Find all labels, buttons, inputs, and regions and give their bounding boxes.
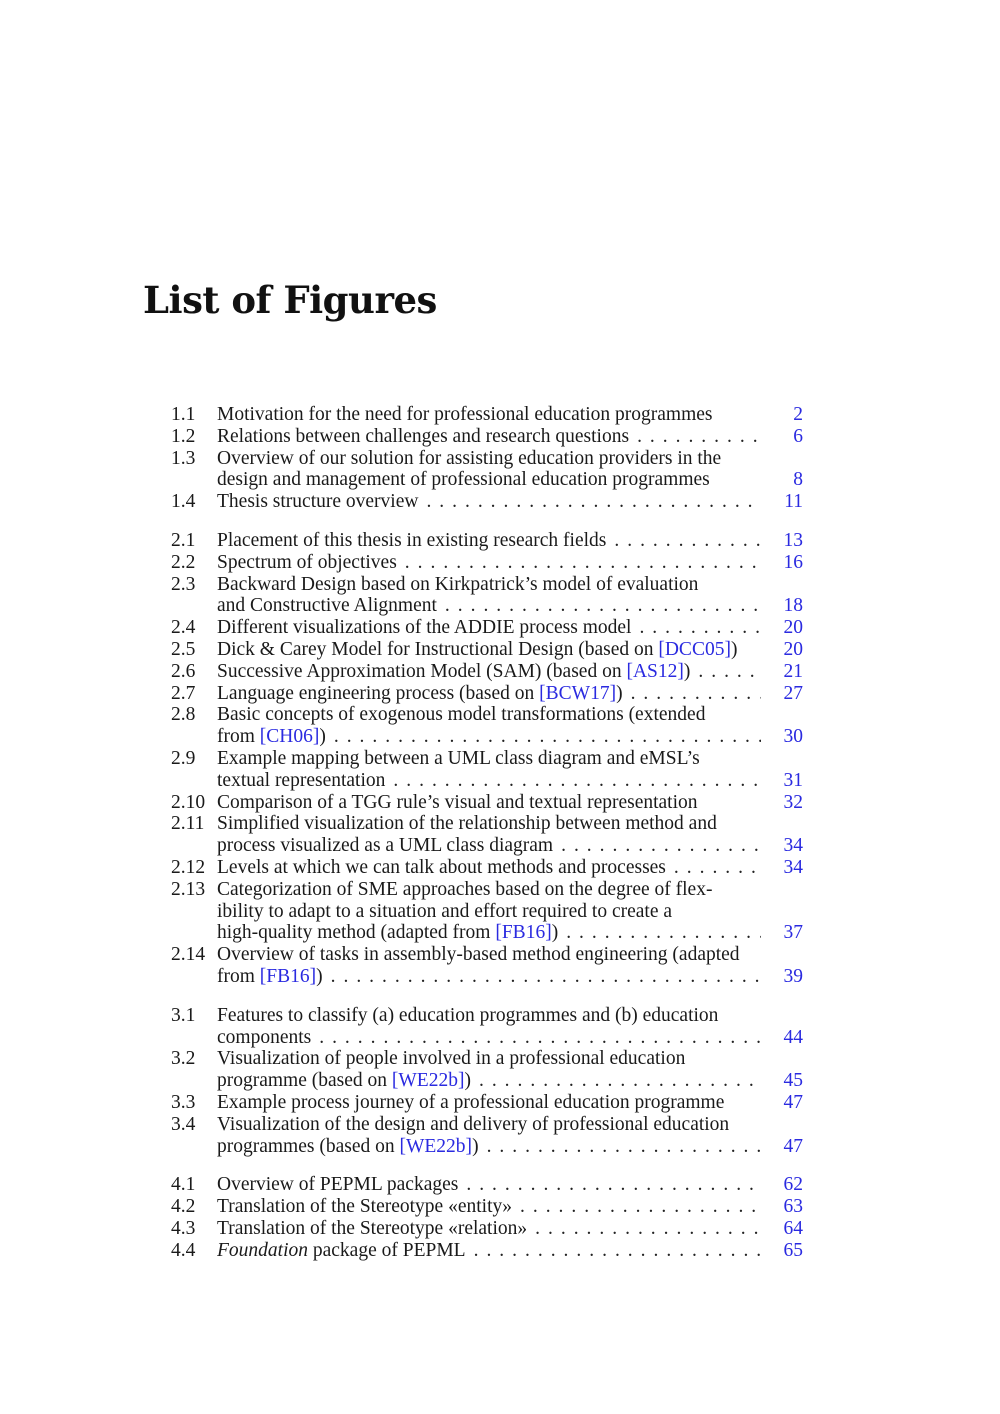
caption-text [217,448,721,470]
caption-line [217,726,803,748]
page-number-link[interactable]: 11 [784,491,803,513]
text-segment: Different visualizations of the ADDIE process model [217,617,632,639]
text-segment: Thesis structure overview [217,491,419,513]
caption-line [217,901,803,923]
caption-line [217,639,803,661]
text-segment: Levels at which we can talk about methods and processes [217,856,666,878]
figure-entry[interactable] [171,491,803,513]
figure-entry[interactable] [171,879,803,944]
figure-entry[interactable] [171,552,803,574]
text-segment: from [217,965,260,987]
figure-caption [217,857,803,879]
caption-line [217,661,803,683]
figure-caption [217,530,803,552]
caption-line [217,792,803,814]
figure-caption [217,491,803,513]
figure-entry[interactable] [171,944,803,988]
caption-line [217,748,803,770]
text-segment: Simplified visualization of the relationship between method and [217,813,717,835]
caption-text [217,1240,466,1262]
page-number-link[interactable]: 31 [783,769,803,791]
caption-line [217,530,803,552]
page-number-link[interactable]: 64 [783,1217,803,1239]
dot-leader [566,922,761,944]
figure-entry[interactable] [171,1240,803,1262]
figure-entry[interactable] [171,448,803,492]
figure-caption [217,1240,803,1262]
figure-number: 3.3 [171,1091,196,1113]
page-number-link[interactable]: 30 [783,726,803,748]
text-segment: and Constructive Alignment [217,595,437,617]
text-segment: ) [316,965,323,987]
text-segment: Categorization of SME approaches based on the degree of flex- [217,878,713,900]
caption-line [217,879,803,901]
figure-entry[interactable] [171,617,803,639]
page-number-link[interactable]: 37 [783,922,803,944]
dot-leader [487,1136,761,1158]
chapter-group [171,404,803,513]
figure-caption [217,617,803,639]
citation-link[interactable]: [DCC05] [658,638,731,660]
page-number-link[interactable]: 8 [793,469,803,491]
caption-text [217,704,705,726]
dot-leader [474,1240,761,1262]
text-segment: Relations between challenges and research questions [217,425,630,447]
figure-number: 1.3 [171,447,196,469]
dot-leader [561,835,761,857]
page-number-link[interactable]: 45 [783,1070,803,1092]
figure-number: 2.7 [171,682,196,704]
text-segment: programmes (based on [217,1135,400,1157]
caption-text [217,770,385,792]
figure-caption [217,748,803,792]
text-segment: textual representation [217,769,386,791]
text-segment: ) [683,660,691,682]
caption-text [217,683,623,705]
figure-entry[interactable] [171,1218,803,1240]
text-segment: components [217,1026,312,1048]
figure-caption [217,1048,803,1092]
page-number-link[interactable]: 47 [783,1091,803,1113]
chapter-group [171,530,803,988]
dot-leader [331,966,761,988]
figure-number: 4.3 [171,1217,196,1239]
page-number-link[interactable]: 16 [783,551,803,573]
text-segment: from [217,726,260,748]
text-segment: Language engineering process (based on [217,682,540,704]
caption-text [217,1070,471,1092]
text-segment: ) [464,1070,471,1092]
caption-line [217,1218,803,1240]
caption-text [217,595,437,617]
page-number-link[interactable]: 27 [783,682,803,704]
caption-text [217,491,418,513]
page-number-link[interactable]: 65 [783,1239,803,1261]
italic-text: Foundation [217,1239,308,1261]
dot-leader [674,857,761,879]
caption-line [217,491,803,513]
figure-entry[interactable] [171,639,803,661]
caption-text [217,574,698,596]
figure-caption [217,813,803,857]
dot-leader [405,552,761,574]
page-number-link[interactable]: 6 [793,425,803,447]
figure-number: 2.3 [171,573,196,595]
dot-leader [393,770,761,792]
page-number-link[interactable]: 20 [783,638,803,660]
figure-entry[interactable] [171,792,803,814]
page-number-link[interactable]: 2 [793,404,803,425]
figure-number: 2.13 [171,878,206,900]
figure-entry[interactable] [171,1048,803,1092]
caption-line [217,595,803,617]
text-segment: Visualization of people involved in a professional education [217,1048,686,1070]
caption-text [217,552,397,574]
figure-entry[interactable] [171,404,803,426]
caption-line [217,574,803,596]
figure-entry[interactable] [171,1005,803,1049]
figure-caption [217,661,803,683]
figure-entry[interactable] [171,1196,803,1218]
caption-line [217,966,803,988]
page-number-link[interactable]: 62 [783,1174,803,1196]
caption-line [217,469,803,491]
figure-entry[interactable] [171,574,803,618]
figure-number: 3.1 [171,1004,196,1026]
figure-caption [217,1218,803,1240]
caption-line [217,1174,803,1196]
text-segment: Backward Design based on Kirkpatrick’s model of evaluation [217,573,699,595]
caption-line [217,617,803,639]
text-segment: Example mapping between a UML class diagram and eMSL’s [217,747,700,769]
dot-leader [445,595,761,617]
citation-link[interactable]: [FB16] [259,965,317,987]
page-number-link[interactable]: 21 [783,660,803,682]
caption-line [217,683,803,705]
text-segment: Translation of the Stereotype «relation» [217,1217,528,1239]
figure-number: 2.4 [171,617,196,639]
page-title: List of Figures [143,278,437,322]
citation-link[interactable]: [FB16] [495,922,552,944]
figure-caption [217,944,803,988]
figure-caption [217,1114,803,1158]
page-number-link[interactable]: 47 [783,1135,803,1157]
text-segment: design and management of professional education programmes [217,469,710,491]
caption-line [217,704,803,726]
figure-number: 1.4 [171,491,196,513]
caption-line [217,770,803,792]
figure-caption [217,426,803,448]
caption-text [217,469,710,491]
figure-caption [217,1196,803,1218]
text-segment: Motivation for the need for professional education programmes [217,404,713,425]
figure-number: 2.1 [171,529,196,551]
figure-list [171,404,803,1261]
caption-text [217,617,631,639]
figure-number: 4.1 [171,1174,196,1196]
caption-text [217,1136,479,1158]
caption-text [217,748,700,770]
citation-link[interactable]: [BCW17] [539,682,617,704]
caption-line [217,1240,803,1262]
figure-caption [217,879,803,944]
page-number-link[interactable]: 39 [783,965,803,987]
figure-entry[interactable] [171,813,803,857]
figure-caption [217,1005,803,1049]
caption-text [217,1027,311,1049]
caption-line [217,813,803,835]
page-number-link[interactable]: 63 [783,1196,803,1218]
chapter-group [171,1174,803,1261]
caption-line [217,426,803,448]
figure-number: 2.8 [171,704,196,726]
citation-link[interactable]: [CH06] [259,726,320,748]
figure-entry[interactable] [171,704,803,748]
text-segment: ibility to adapt to a situation and effort required to create a [217,900,673,922]
page-number-link[interactable]: 34 [783,835,803,857]
figure-caption [217,704,803,748]
caption-text [217,404,712,426]
text-segment: ) [551,922,559,944]
caption-text [217,1174,458,1196]
caption-text [217,835,553,857]
citation-link[interactable]: [AS12] [626,660,684,682]
figure-number: 2.5 [171,638,196,660]
text-segment: Placement of this thesis in existing research fields [217,529,607,551]
dot-leader [698,661,761,683]
dot-leader [319,1027,761,1049]
text-segment: package of PEPML [308,1239,466,1261]
dot-leader [639,617,761,639]
figure-entry[interactable] [171,661,803,683]
dot-leader [426,491,761,513]
caption-line [217,1136,803,1158]
figure-number: 1.1 [171,404,196,425]
caption-line [217,1070,803,1092]
figure-number: 2.12 [171,856,206,878]
text-segment: Overview of PEPML packages [217,1174,459,1196]
figure-number: 3.2 [171,1048,196,1070]
figure-number: 2.9 [171,747,196,769]
caption-line [217,835,803,857]
dot-leader [637,426,761,448]
caption-text [217,944,740,966]
caption-line [217,552,803,574]
figure-caption [217,1092,803,1114]
caption-text [217,530,606,552]
caption-line [217,448,803,470]
page-number-link[interactable]: 20 [783,617,803,639]
text-segment: Comparison of a TGG rule’s visual and textual representation [217,791,698,813]
figure-caption [217,574,803,618]
caption-line [217,1048,803,1070]
caption-text [217,813,717,835]
figure-number: 2.11 [171,813,205,835]
figure-number: 2.14 [171,944,206,966]
figure-caption [217,404,803,426]
figure-entry[interactable] [171,748,803,792]
caption-line [217,922,803,944]
figure-caption [217,1174,803,1196]
figure-number: 4.2 [171,1196,196,1218]
page-number-link[interactable]: 18 [783,595,803,617]
text-segment: Basic concepts of exogenous model transformations (extended [217,704,706,726]
caption-text [217,1196,512,1218]
dot-leader [479,1070,761,1092]
text-segment: high-quality method (adapted from [217,922,496,944]
text-segment: Successive Approximation Model (SAM) (based on [217,660,627,682]
figure-entry[interactable] [171,426,803,448]
caption-text [217,1218,527,1240]
figure-number: 2.10 [171,791,206,813]
text-segment: ) [472,1135,479,1157]
figure-entry[interactable] [171,857,803,879]
caption-text [217,792,698,814]
figure-entry[interactable] [171,1174,803,1196]
figure-number: 2.6 [171,660,196,682]
caption-text [217,1114,729,1136]
text-segment: ) [319,726,326,748]
caption-line [217,857,803,879]
caption-text [217,661,690,683]
dot-leader [334,726,761,748]
text-segment: Translation of the Stereotype «entity» [217,1196,512,1218]
figure-entry[interactable] [171,1092,803,1114]
text-segment: Example process journey of a professional education programme [217,1091,725,1113]
caption-text [217,857,666,879]
caption-line [217,1092,803,1114]
text-segment: Dick & Carey Model for Instructional Design (based on [217,638,659,660]
figure-caption [217,639,803,661]
caption-line [217,1005,803,1027]
caption-text [217,1005,718,1027]
figure-number: 1.2 [171,425,196,447]
caption-line [217,1027,803,1049]
figure-caption [217,792,803,814]
text-segment: Overview of our solution for assisting education providers in the [217,447,722,469]
citation-link[interactable]: [WE22b] [391,1070,465,1092]
caption-text [217,901,672,923]
dot-leader [614,530,761,552]
figure-number: 4.4 [171,1239,196,1261]
figure-entry[interactable] [171,683,803,705]
dot-leader [520,1196,761,1218]
figure-caption [217,448,803,492]
dot-leader [631,683,761,705]
figure-entry[interactable] [171,530,803,552]
dot-leader [466,1174,761,1196]
text-segment: programme (based on [217,1070,392,1092]
figure-caption [217,683,803,705]
text-segment: Features to classify (a) education programmes and (b) education [217,1004,719,1026]
page-number-link[interactable]: 13 [783,529,803,551]
caption-text [217,879,712,901]
caption-line [217,1196,803,1218]
text-segment: process visualized as a UML class diagram [217,835,554,857]
dot-leader [535,1218,761,1240]
caption-text [217,726,326,748]
page-number-link[interactable]: 44 [783,1026,803,1048]
caption-text [217,639,737,661]
figure-number: 3.4 [171,1113,196,1135]
figure-entry[interactable] [171,1114,803,1158]
text-segment: ) [730,638,738,660]
page-number-link[interactable]: 32 [783,791,803,813]
page-number-link[interactable]: 34 [783,856,803,878]
chapter-group [171,1005,803,1158]
figure-caption [217,552,803,574]
caption-line [217,944,803,966]
caption-text [217,1092,724,1114]
text-segment: ) [616,682,623,704]
caption-text [217,1048,685,1070]
caption-text [217,426,629,448]
text-segment: Visualization of the design and delivery of professional education [217,1113,730,1135]
caption-text [217,922,558,944]
caption-line [217,1114,803,1136]
caption-line [217,404,803,426]
figure-number: 2.2 [171,551,196,573]
citation-link[interactable]: [WE22b] [399,1135,473,1157]
caption-text [217,966,323,988]
text-segment: Overview of tasks in assembly-based method engineering (adapted [217,944,740,966]
text-segment: Spectrum of objectives [217,551,397,573]
